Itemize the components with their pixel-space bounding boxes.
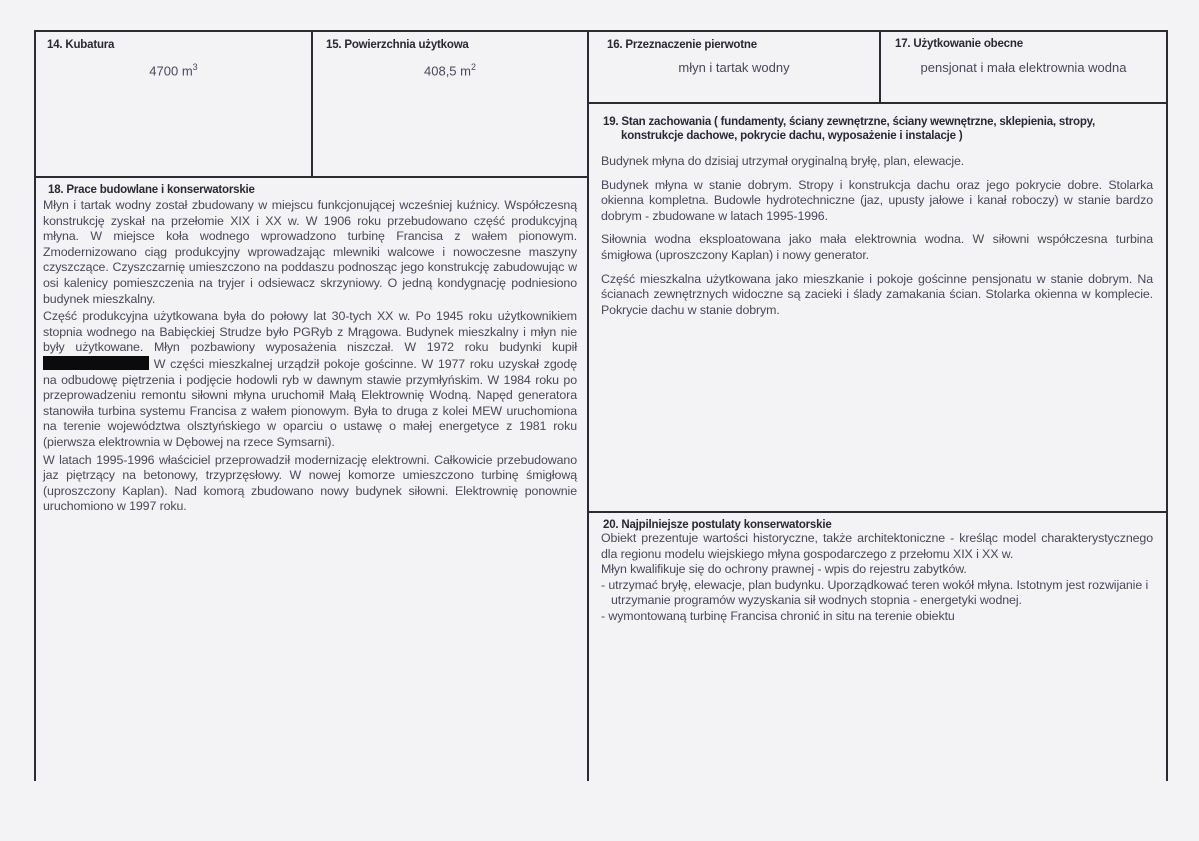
section-16-value: młyn i tartak wodny	[678, 60, 790, 75]
section-19-paragraph-1: Budynek młyna do dzisiaj utrzymał oryginalną bryłę, plan, elewacje.	[601, 154, 965, 168]
section-18-text	[43, 198, 577, 517]
section-18-paragraph-2-part-b: W części mieszkalnej urządził pokoje gościnne. W 1977 roku uzyskał zgodę na odbudowę piętrzenia i podjęcie hodowli ryb w dawnym stawie przymłyńskim. W 1984 roku po przeprowadzeniu remontu siłowni młyna uruchomił Małą Elektrownię Wodną. Napęd generatora stanowiła turbina systemu Francisa z wałem pionowym. Była to druga z kolei MEW uruchomiona na terenie województwa olsztyńskiego w oparciu o ustawę o małej energetyce z 1981 roku (pierwsza elektrownia w Dębowej na rzece Symsarni).	[43, 356, 578, 449]
section-17-value: pensjonat i mała elektrownia wodna	[920, 60, 1127, 75]
divider-row-20	[587, 511, 1168, 513]
section-20-label: 20. Najpilniejsze postulaty konserwatorskie	[603, 519, 832, 531]
section-14-label: 14. Kubatura	[47, 39, 115, 51]
section-20-bullet-1: - utrzymać bryłę, elewacje, plan budynku. Uporządkować teren wokół młyna. Istotnym jest rozwijanie i utrzymanie programów wyzyskania sił wodnych stopnia - energetyki wodnej.	[601, 577, 1149, 608]
divider-14-15	[311, 30, 313, 176]
section-15-value	[313, 62, 587, 78]
section-20-paragraph-2: Młyn kwalifikuje się do ochrony prawnej - wpis do rejestru zabytków.	[601, 562, 967, 577]
section-17-label: 17. Użytkowanie obecne	[895, 38, 1023, 50]
divider-row-18	[34, 176, 589, 178]
section-18-paragraph-1: Młyn i tartak wodny został zbudowany w miejscu funkcjonującej wcześniej kuźnicy. Współczesną konstrukcję zyskał na przełomie XIX i XX w. W 1906 roku przebudowano część produkcyjną młyna. W miejsce koła wodnego wprowadzono turbinę Francisa z wałem pionowym. Zmodernizowano ciąg produkcyjny wprowadzając mlewniki walcowe i nowoczesne maszyny czyszczące. Czyszczarnię umieszczono na poddaszu podnosząc jego konstrukcję zabudowując w osi kalenicy pomieszczenia na tryjer i odsiewacz skrzyniowy. O jedną kondygnację podniesiono budynek mieszkalny.	[43, 198, 577, 306]
volume-unit-exponent: 3	[192, 62, 198, 72]
section-16-label: 16. Przeznaczenie pierwotne	[607, 39, 757, 51]
section-19-label-line2: konstrukcje dachowe, pokrycie dachu, wyposażenie i instalacje )	[621, 130, 963, 142]
section-18-paragraph-3: W latach 1995-1996 właściciel przeprowadził modernizację elektrowni. Całkowicie przebudowano jaz piętrzący na betonowy, trzyprzęsłowy. W nowej komorze umieszczono turbinę śmigłową (uproszczony Kaplan). Nad komorą zbudowano nowy budynek siłowni. Elektrownię ponownie uruchomiono w 1997 roku.	[43, 452, 577, 514]
redaction-bar	[43, 356, 149, 370]
section-20-text	[601, 531, 1153, 625]
section-19-paragraph-3: Siłownia wodna eksploatowana jako mała elektrownia wodna. W siłowni współczesna turbina śmigłowa (uproszczony Kaplan) i nowy generator.	[601, 232, 1153, 262]
top-border	[34, 30, 1168, 32]
right-border	[1166, 30, 1168, 781]
section-18-paragraph-2-part-a: Część produkcyjna użytkowana była do połowy lat 30-tych XX w. Po 1945 roku użytkownikiem stopnia wodnego na Babięckiej Strudze było PGRyb z Mrągowa. Budynek mieszkalny i młyn nie były użytkowane. Młyn pozbawiony wyposażenia niszczał. W 1972 roku budynki kupił	[43, 309, 577, 355]
section-20-paragraph-1: Obiekt prezentuje wartości historyczne, także architektoniczne - kreśląc model charakterystycznego dla regionu modelu wiejskiego młyna gospodarczego z przełomu XIX i XX w.	[601, 531, 1153, 561]
divider-row-19	[587, 102, 1168, 104]
section-19-label-line1: 19. Stan zachowania ( fundamenty, ściany zewnętrzne, ściany wewnętrzne, sklepienia, stropy,	[603, 116, 1096, 128]
volume-value: 4700 m	[149, 63, 193, 79]
section-19-paragraph-2: Budynek młyna w stanie dobrym. Stropy i konstrukcja dachu oraz jego pokrycie dobre. Stolarka okienna kompletna. Budowle hydrotechniczne (jaz, upusty jałowe i kanał roboczy) w stanie bardzo dobrym - zbudowane w latach 1995-1996.	[601, 177, 1153, 223]
section-15-label: 15. Powierzchnia użytkowa	[326, 39, 469, 51]
section-18-label: 18. Prace budowlane i konserwatorskie	[48, 184, 255, 196]
area-value: 408,5 m	[424, 63, 471, 79]
area-unit-exponent: 2	[470, 62, 476, 72]
section-19-label	[603, 115, 1143, 143]
section-18-paragraph-2	[43, 309, 577, 450]
section-19-paragraph-4: Część mieszkalna użytkowana jako mieszkanie i pokoje gościnne pensjonatu w stanie dobrym. Na ścianach zewnętrznych widoczne są zacieki i ślady zamakania ścian. Stolarka okienna w komplecie. Pokrycie dachu w stanie dobrym.	[601, 271, 1153, 317]
section-14-value	[36, 62, 311, 78]
section-19-text	[601, 154, 1153, 326]
section-20-bullet-2: - wymontowaną turbinę Francisa chronić in situ na terenie obiektu	[601, 608, 955, 623]
left-border	[34, 30, 36, 781]
center-divider	[587, 30, 589, 781]
